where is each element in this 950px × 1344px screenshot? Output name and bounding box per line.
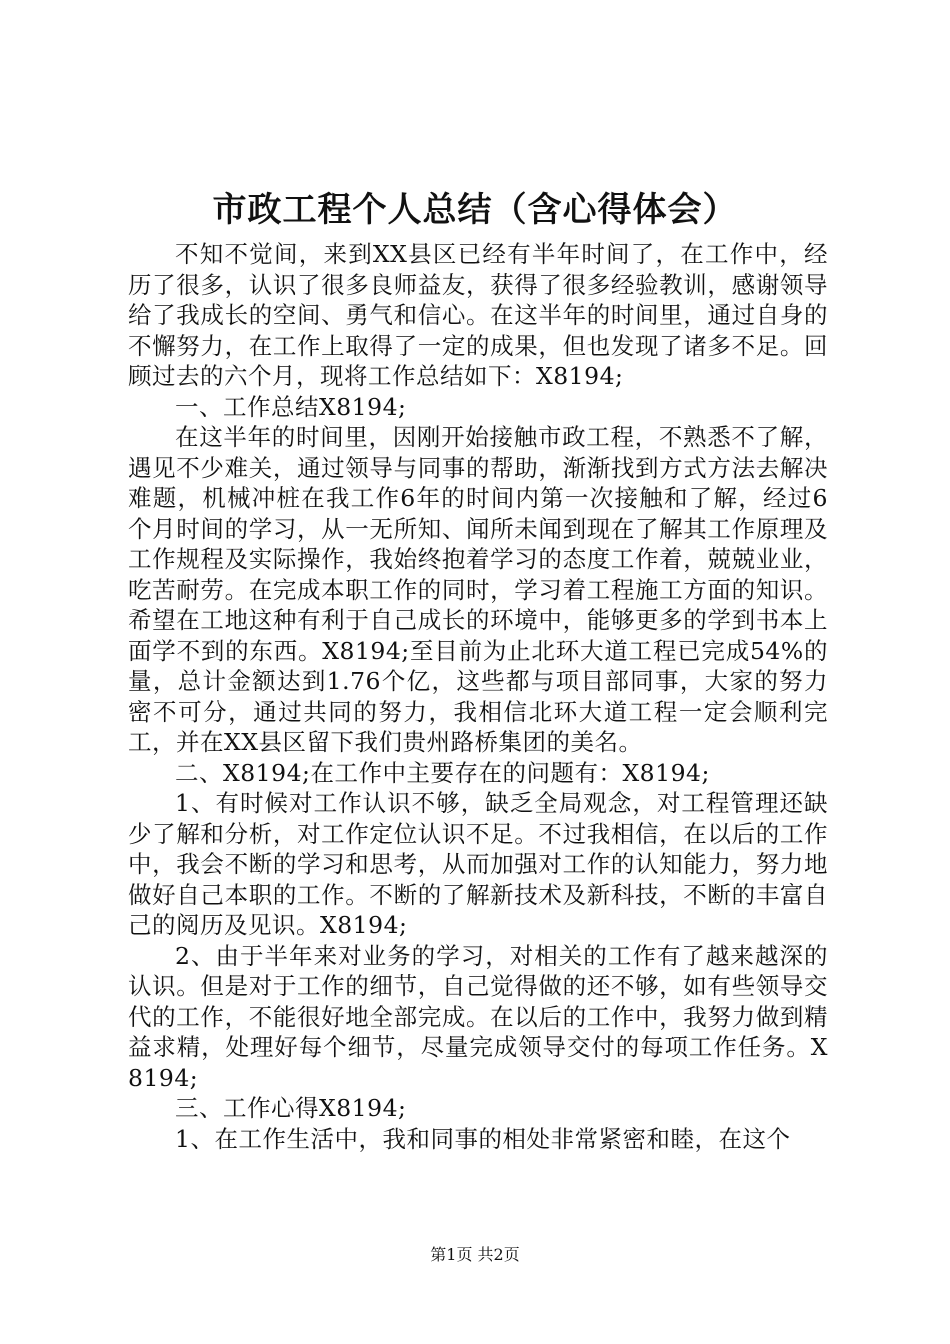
document-body — [128, 239, 828, 1154]
paragraph-work-summary: 在这半年的时间里，因刚开始接触市政工程，不熟悉不了解，遇见不少难关，通过领导与同事的帮助，渐渐找到方式方法去解决难题，机械冲桩在我工作6年的时间内第一次接触和了解，经过6个月时间的学习，从一无所知、闻所未闻到现在了解其工作原理及工作规程及实际操作，我始终抱着学习的态度工作着，兢兢业业，吃苦耐劳。在完成本职工作的同时，学习着工程施工方面的知识。希望在工地这种有利于自己成长的环境中，能够更多的学到书本上面学不到的东西。X8194;至目前为止北环大道工程已完成54%的量，总计金额达到1.76个亿，这些都与项目部同事，大家的努力密不可分，通过共同的努力，我相信北环大道工程一定会顺利完工，并在XX县区留下我们贵州路桥集团的美名。 — [128, 423, 828, 756]
paragraph-problem-1: 1、有时候对工作认识不够，缺乏全局观念，对工程管理还缺少了解和分析，对工作定位认识不足。不过我相信，在以后的工作中，我会不断的学习和思考，从而加强对工作的认知能力，努力地做好自己本职的工作。不断的了解新技术及新科技，不断的丰富自己的阅历及见识。X8194; — [128, 789, 828, 939]
section-heading-work-summary: 一、工作总结X8194; — [175, 392, 407, 421]
paragraph-experience-1: 1、在工作生活中，我和同事的相处非常紧密和睦，在这个 — [175, 1124, 791, 1153]
section-heading-problems: 二、X8194;在工作中主要存在的问题有：X8194; — [175, 758, 710, 787]
page-number-footer: 第1页 共2页 — [430, 1245, 520, 1264]
paragraph-problem-2: 2、由于半年来对业务的学习，对相关的工作有了越来越深的认识。但是对于工作的细节，自己觉得做的还不够，如有些领导交代的工作，不能很好地全部完成。在以后的工作中，我努力做到精益求精，处理好每个细节，尽量完成领导交付的每项工作任务。X8194; — [128, 941, 828, 1092]
document-title: 市政工程个人总结（含心得体会） — [212, 190, 738, 230]
section-heading-experience: 三、工作心得X8194; — [175, 1094, 407, 1122]
paragraph-intro: 不知不觉间，来到XX县区已经有半年时间了，在工作中，经历了很多，认识了很多良师益友，获得了很多经验教训，感谢领导给了我成长的空间、勇气和信心。在这半年的时间里，通过自身的不懈努力，在工作上取得了一定的成果，但也发现了诸多不足。回顾过去的六个月，现将工作总结如下：X8194; — [128, 240, 828, 390]
